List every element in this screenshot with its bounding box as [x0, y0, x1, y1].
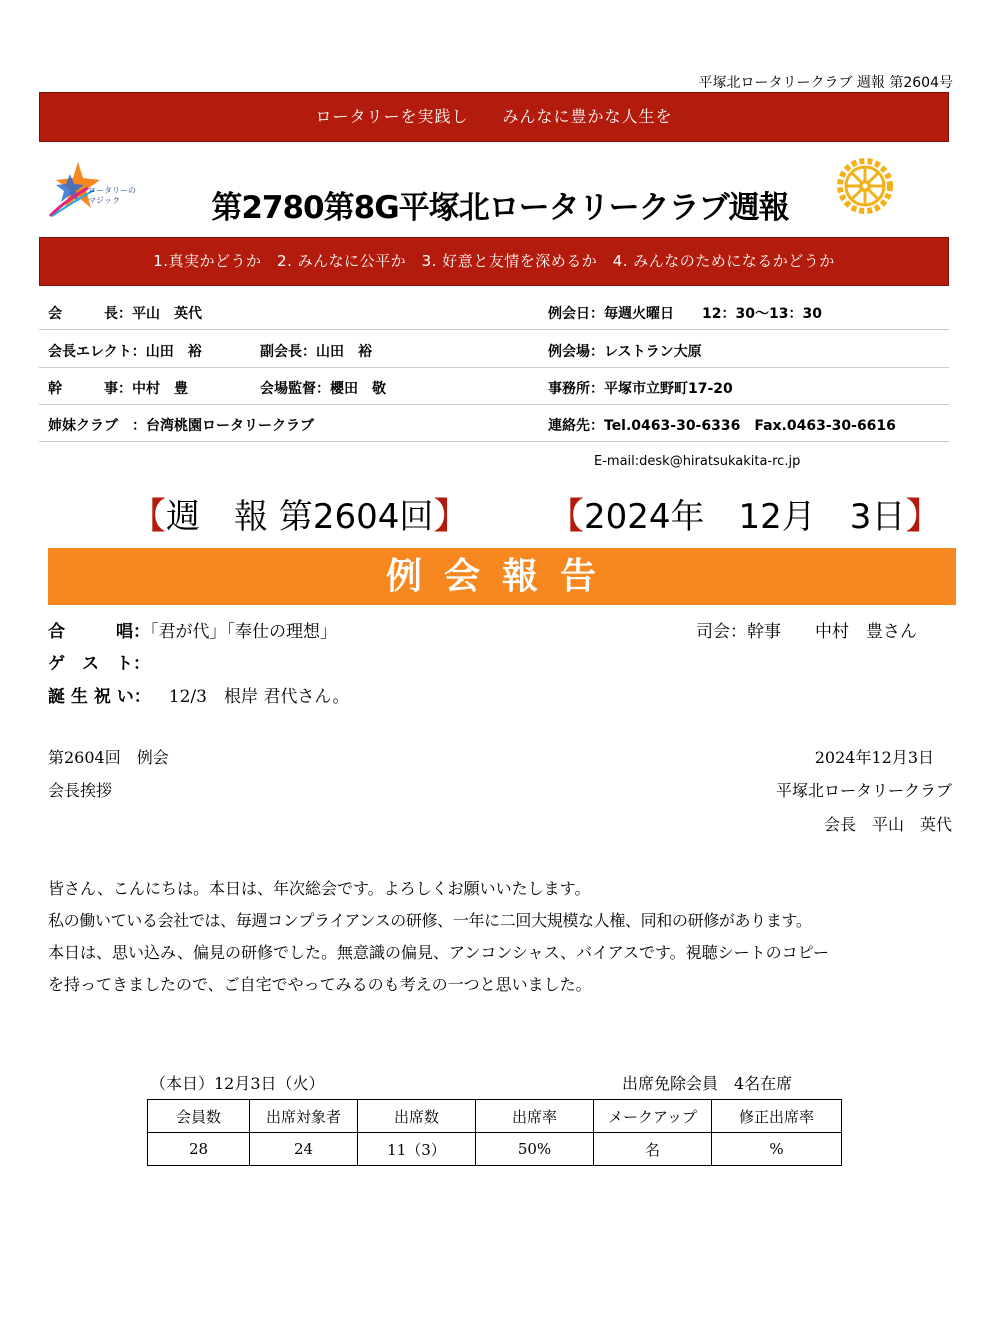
logo-caption-line: マジック — [88, 196, 120, 205]
speech-line: 皆さん、こんにちは。本日は、年次総会です。よろしくお願いいたします。 — [48, 879, 591, 898]
excused-members: 出席免除会員 4名在席 — [622, 1074, 793, 1093]
report-title-banner: 例会報告 — [48, 548, 956, 605]
adjusted-rate-value: % — [712, 1133, 842, 1166]
speech-line: 私の働いている会社では、毎週コンプライアンスの研修、一年に二回大規模な人権、同和の研修があります。 — [48, 911, 812, 930]
speech-line: を持ってきましたので、ご自宅でやってみるのも考えの一つと思いました。 — [48, 975, 592, 994]
info-divider — [39, 404, 949, 405]
song-row — [48, 617, 337, 642]
header-rate: 出席率 — [476, 1100, 594, 1133]
attendance-day: （本日）12月3日（火） — [150, 1074, 325, 1093]
attendance-value: 11（3） — [358, 1133, 476, 1166]
birthday-label: 誕 生 祝 い： — [48, 687, 151, 707]
bracket-close: 】 — [905, 496, 942, 537]
speech-speaker: 会長 平山 英代 — [823, 815, 952, 834]
sister-club-info: 姉妹クラブ ：台湾桃園ロータリークラブ — [48, 418, 314, 434]
meeting-number: 第2604回 例会 — [48, 748, 169, 767]
mc-info: 司会：幹事 中村 豊さん — [696, 622, 917, 642]
header-adjusted-rate: 修正出席率 — [712, 1100, 842, 1133]
bracket-close: 】 — [433, 496, 470, 537]
info-divider — [39, 367, 949, 368]
bracket-open: 【 — [548, 496, 585, 537]
attendance-table — [147, 1099, 842, 1166]
info-divider — [39, 329, 949, 330]
president-elect-info: 会長エレクト：山田 裕 — [48, 344, 202, 360]
contact-info: 連絡先：Tel.0463-30-6336 Fax.0463-30-6616 — [548, 418, 896, 434]
birthday-value: 12/3 根岸 君代さん。 — [168, 687, 350, 707]
speech-heading: 会長挨拶 — [48, 781, 113, 800]
song-label: 合 唱： — [48, 622, 150, 642]
info-divider — [39, 441, 949, 442]
office-info: 事務所：平塚市立野町17-20 — [548, 381, 733, 397]
four-way-test-banner: 1.真実かどうか 2. みんなに公平か 3. 好意と友情を深めるか 4. みんなのためになるかどうか — [39, 237, 949, 286]
bracket-open: 【 — [130, 496, 167, 537]
table-row — [148, 1133, 842, 1166]
rotary-wheel-icon — [837, 158, 893, 214]
header-makeup: メークアップ — [594, 1100, 712, 1133]
speech-line: 本日は、思い込み、偏見の研修でした。無意識の偏見、アンコンシャス、バイアスです。視聴シートのコピー — [48, 943, 830, 962]
secretary-info: 幹 事：中村 豊 — [48, 381, 188, 397]
sergeant-info: 会場監督：櫻田 敬 — [260, 381, 386, 397]
header-reference: 平塚北ロータリークラブ 週報 第2604号 — [698, 75, 953, 91]
header-members: 会員数 — [148, 1100, 250, 1133]
rate-value: 50% — [476, 1133, 594, 1166]
vice-president-info: 副会長：山田 裕 — [260, 344, 372, 360]
slogan-banner: ロータリーを実践し みんなに豊かな人生を — [39, 92, 949, 142]
logo-caption-line: ロータリーの — [88, 186, 136, 195]
birthday-row — [48, 682, 349, 707]
guest-label: ゲ ス ト： — [48, 654, 150, 674]
header-attendance: 出席数 — [358, 1100, 476, 1133]
issue-text: 週 報 第2604回 — [166, 497, 434, 537]
date-text: 2024年 12月 3日 — [584, 497, 906, 537]
members-value: 28 — [148, 1133, 250, 1166]
eligible-value: 24 — [250, 1133, 358, 1166]
page-title: 第2780第8G平塚北ロータリークラブ週報 — [211, 190, 789, 226]
meeting-place-info: 例会場：レストラン大原 — [548, 344, 702, 360]
issue-number — [130, 488, 469, 539]
header-eligible: 出席対象者 — [250, 1100, 358, 1133]
email-info: E-mail:desk@hiratsukakita-rc.jp — [594, 454, 801, 469]
table-header-row — [148, 1100, 842, 1133]
makeup-value: 名 — [594, 1133, 712, 1166]
meeting-day-info: 例会日：毎週火曜日 12：30〜13：30 — [548, 306, 822, 322]
speech-club: 平塚北ロータリークラブ — [775, 781, 952, 800]
issue-date — [548, 488, 941, 539]
president-info: 会 長：平山 英代 — [48, 306, 202, 322]
speech-date: 2024年12月3日 — [814, 748, 934, 767]
song-value: 「君が代」「奉仕の理想」 — [150, 622, 337, 642]
